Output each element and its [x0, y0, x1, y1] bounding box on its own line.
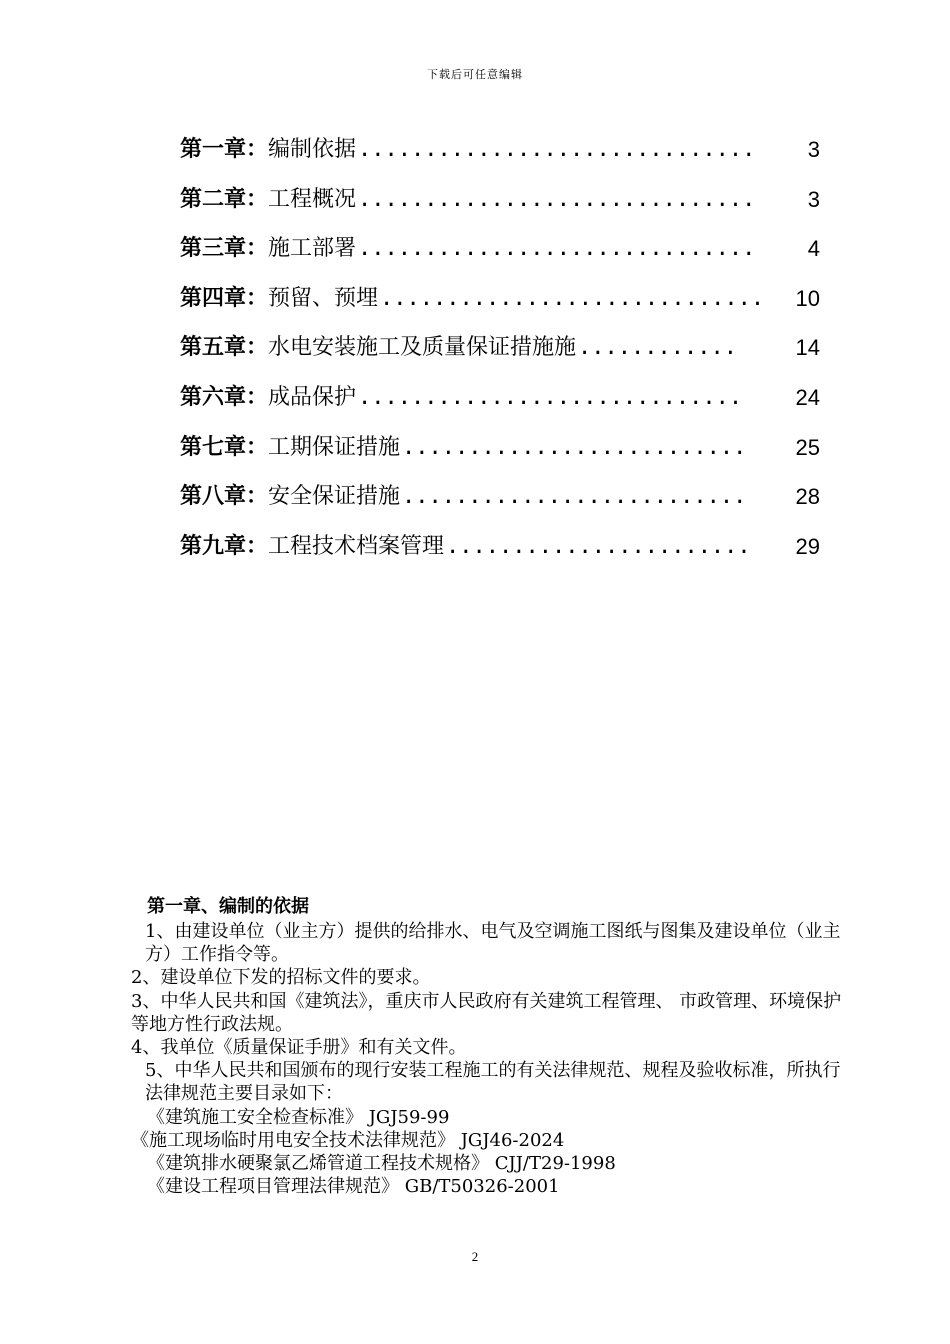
toc-page-number: 3 [807, 186, 820, 212]
toc-chapter-label: 第三章： [180, 236, 269, 262]
toc-title: 成品保护 [268, 384, 357, 410]
toc-title: 预留、预埋 [268, 285, 379, 311]
toc-title: 安全保证措施 [268, 484, 401, 510]
section-body [131, 920, 846, 1198]
toc-entry[interactable] [180, 530, 820, 580]
toc-chapter-label: 第四章： [180, 285, 269, 311]
toc-leader-dots: .......................... [402, 434, 747, 460]
toc-leader-dots: .............................. [358, 186, 756, 212]
toc-page-number: 14 [795, 335, 820, 361]
toc-title: 工期保证措施 [268, 434, 401, 460]
toc-leader-dots: ............ [578, 335, 737, 361]
toc-entry[interactable] [180, 331, 820, 381]
toc-page-number: 3 [807, 137, 820, 162]
toc-entry[interactable] [180, 431, 820, 481]
toc-page-number: 24 [795, 384, 820, 410]
toc-title: 编制依据 [268, 137, 357, 162]
toc-page-number: 28 [795, 484, 820, 510]
table-of-contents [180, 133, 820, 579]
toc-chapter-label: 第九章： [180, 533, 269, 559]
toc-title: 工程技术档案管理 [268, 533, 445, 559]
toc-entry[interactable] [180, 133, 820, 183]
toc-title: 水电安装施工及质量保证措施施 [268, 335, 577, 361]
toc-entry[interactable] [180, 282, 820, 332]
basis-item: 3、中华人民共和国《建筑法》，重庆市人民政府有关建筑工程管理、 市政管理、环境保护等地方性行政法规。 [131, 990, 842, 1035]
standard-reference: 《建筑施工安全检查标准》 JGJ59-99 [147, 1106, 450, 1128]
section-heading: 第一章、编制的依据 [147, 896, 309, 917]
toc-chapter-label: 第五章： [180, 335, 269, 361]
basis-item: 4、我单位《质量保证手册》和有关文件。 [131, 1037, 467, 1059]
toc-page-number: 10 [795, 285, 820, 311]
toc-chapter-label: 第七章： [180, 434, 269, 460]
standard-reference: 《建筑排水硬聚氯乙烯管道工程技术规格》 CJJ/T29-1998 [147, 1153, 616, 1175]
toc-leader-dots: ....................... [446, 533, 751, 559]
toc-page-number: 25 [795, 434, 820, 460]
toc-leader-dots: ............................. [380, 285, 765, 311]
toc-leader-dots: ............................. [358, 384, 743, 410]
toc-entry[interactable] [180, 381, 820, 431]
toc-page-number: 29 [795, 533, 820, 559]
header-note: 下载后可任意编辑 [427, 68, 523, 81]
toc-leader-dots: .......................... [402, 484, 747, 510]
standard-reference: 《建设工程项目管理法律规范》 GB/T50326-2001 [147, 1176, 560, 1198]
toc-chapter-label: 第一章： [180, 137, 269, 162]
toc-entry[interactable] [180, 232, 820, 282]
toc-title: 施工部署 [268, 236, 357, 262]
basis-item: 5、中华人民共和国颁布的现行安装工程施工的有关法律规范、规程及验收标准，所执行法律规范主要目录如下： [145, 1060, 841, 1105]
standard-reference: 《施工现场临时用电安全技术法律规范》 JGJ46-2024 [131, 1129, 565, 1151]
basis-item: 2、建设单位下发的招标文件的要求。 [131, 967, 431, 989]
toc-chapter-label: 第二章： [180, 186, 269, 212]
toc-page-number: 4 [807, 236, 820, 262]
toc-leader-dots: .............................. [358, 137, 756, 162]
toc-chapter-label: 第六章： [180, 384, 269, 410]
toc-entry[interactable] [180, 183, 820, 233]
toc-chapter-label: 第八章： [180, 484, 269, 510]
toc-leader-dots: .............................. [358, 236, 756, 262]
toc-entry[interactable] [180, 480, 820, 530]
toc-title: 工程概况 [268, 186, 357, 212]
page-number: 2 [471, 1249, 479, 1264]
basis-item: 1、由建设单位（业主方）提供的给排水、电气及空调施工图纸与图集及建设单位（业主方）工作指令等。 [145, 921, 841, 966]
